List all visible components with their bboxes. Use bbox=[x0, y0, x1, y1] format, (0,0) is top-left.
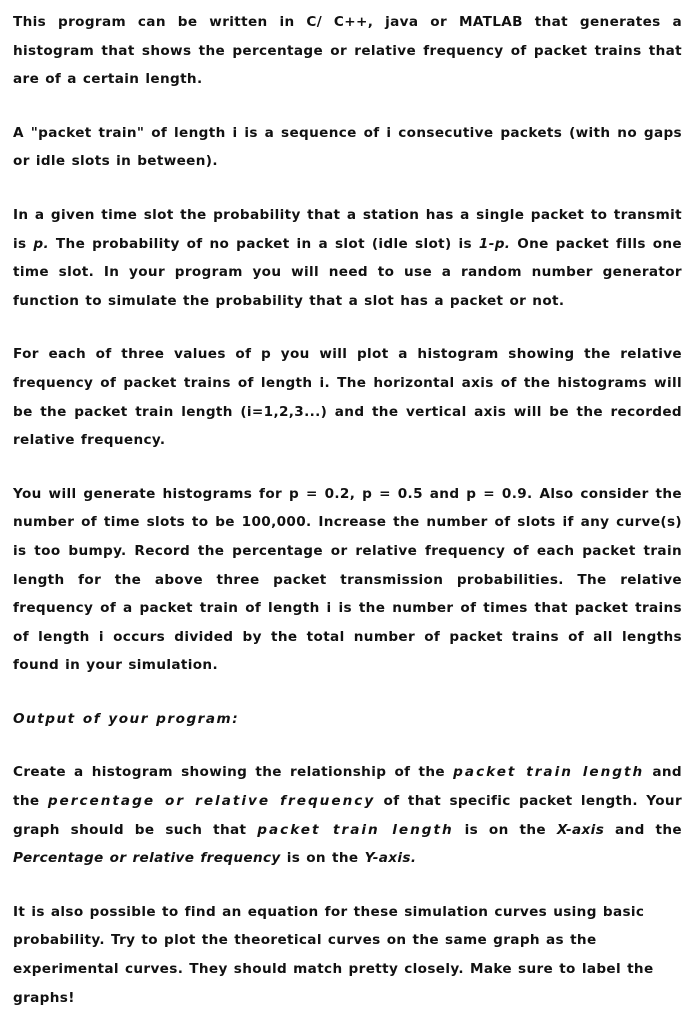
emphasis: percentage or relative frequency bbox=[47, 793, 376, 810]
text: The probability of no packet in a slot (idle slot) is bbox=[49, 235, 479, 252]
emphasis: Y-axis. bbox=[364, 850, 417, 867]
text: of that specific packet length. Your graph should be such that bbox=[13, 793, 682, 838]
emphasis: X-axis bbox=[556, 821, 605, 838]
text: and the bbox=[13, 764, 682, 810]
text: One packet fills one time slot. In your program you will need to use a random number generator function to simulate the probability that a slot has a packet or not. bbox=[13, 235, 682, 309]
emphasis: packet train length bbox=[453, 764, 645, 781]
output-paragraph bbox=[13, 758, 682, 872]
text: is on the bbox=[453, 821, 557, 838]
probability-paragraph bbox=[13, 201, 682, 315]
emphasis: Percentage or relative frequency bbox=[13, 850, 281, 867]
parameters-paragraph: You will generate histograms for p = 0.2, p = 0.5 and p = 0.9. Also consider the number of time slots to be 100,000. Increase the number of slots if any curve(s) is too bumpy. Record the percentage or relative frequency of each packet train length for the above three packet transmission probabilities. The relative frequency of a packet train of length i is the number of times that packet trains of length i occurs divided by the total number of packet trains of all lengths found in your simulation. bbox=[13, 485, 682, 674]
output-heading: Output of your program: bbox=[13, 710, 240, 727]
p-variable: p. bbox=[33, 235, 49, 252]
emphasis: packet train length bbox=[257, 821, 454, 838]
packet-train-definition: A "packet train" of length i is a sequence of i consecutive packets (with no gaps or idle slots in between). bbox=[13, 124, 682, 170]
theory-paragraph: It is also possible to find an equation for these simulation curves using basic probability. Try to plot the theoretical curves on the same graph as the experimental curves. They should match pretty closely. Make sure to label the graphs! bbox=[13, 903, 654, 1006]
intro-paragraph: This program can be written in C/ C++, java or MATLAB that generates a histogram that shows the percentage or relative frequency of packet trains that are of a certain length. bbox=[13, 14, 682, 88]
text: Create a histogram showing the relationship of the bbox=[13, 764, 454, 781]
one-minus-p: 1-p. bbox=[478, 235, 511, 252]
text: and the bbox=[604, 821, 682, 838]
histogram-paragraph: For each of three values of p you will plot a histogram showing the relative frequency of packet trains of length i. The horizontal axis of the histograms will be the packet train length (i=1,2,3...) and the vertical axis will be the recorded relative frequency. bbox=[13, 346, 682, 449]
text: In a given time slot the probability that a station has a single packet to transmit is bbox=[13, 206, 682, 252]
text: is on the bbox=[280, 850, 365, 867]
